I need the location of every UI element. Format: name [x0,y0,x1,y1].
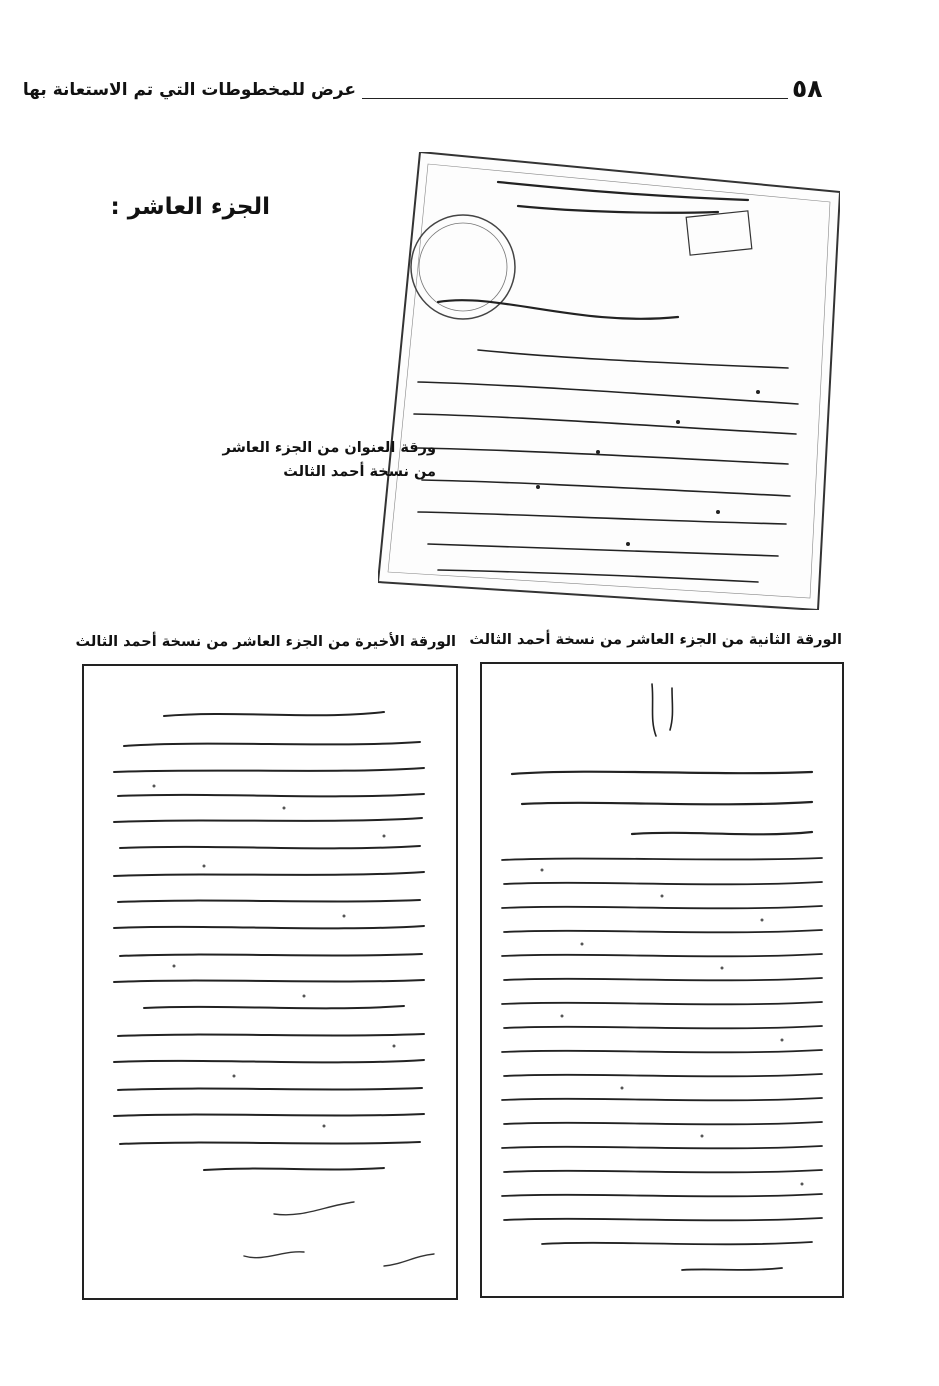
title-page-manuscript-image [378,152,840,610]
second-page-manuscript-image [480,662,844,1298]
last-page-caption: الورقة الأخيرة من الجزء العاشر من نسخة أحمد الثالث [75,634,456,650]
title-page-caption-line-2: من نسخة أحمد الثالث [283,464,436,480]
title-page-caption-line-1: ورقة العنوان من الجزء العاشر [222,440,436,456]
title-page-caption [218,436,436,484]
second-page-caption: الورقة الثانية من الجزء العاشر من نسخة أحمد الثالث [469,632,842,648]
running-title: عرض للمخطوطات التي تم الاستعانة بها [22,80,356,100]
header-rule [362,98,788,99]
last-page-manuscript-image [82,664,458,1300]
section-title: الجزء العاشر : [110,194,270,220]
page-number: ٥٨ [792,74,823,103]
